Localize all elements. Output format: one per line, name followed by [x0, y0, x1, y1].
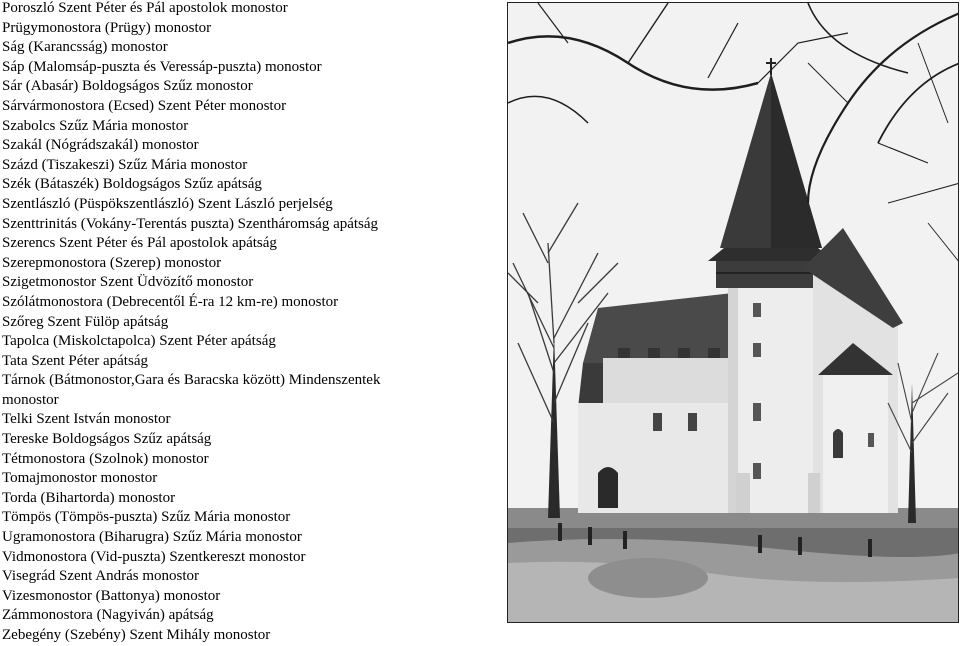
list-item: Szerepmonostora (Szerep) monostor [2, 254, 222, 271]
list-item: Zebegény (Szebény) Szent Mihály monostor [2, 627, 271, 643]
list-item: Szigetmonostor Szent Üdvözítő monostor [2, 274, 254, 291]
list-item: Szerencs Szent Péter és Pál apostolok apátság [2, 235, 277, 252]
list-item: Zámmonostora (Nagyiván) apátság [2, 607, 214, 624]
list-item: Tömpös (Tömpös-puszta) Szűz Mária monostor [2, 509, 291, 526]
church-photo [507, 2, 959, 623]
monastery-list [2, 0, 502, 646]
list-item: Visegrád Szent András monostor [2, 568, 199, 585]
list-item: Torda (Bihartorda) monostor [2, 489, 176, 506]
list-item: Szakál (Nógrádszakál) monostor [2, 137, 199, 154]
list-item: Sár (Abasár) Boldogságos Szűz monostor [2, 78, 253, 95]
list-item: Tomajmonostor monostor [2, 470, 158, 487]
list-item: Prügymonostora (Prügy) monostor [2, 19, 212, 36]
list-item: Tereske Boldogságos Szűz apátság [2, 431, 212, 448]
list-item: Ugramonostora (Biharugra) Szűz Mária monostor [2, 529, 302, 546]
list-item: Szőreg Szent Fülöp apátság [2, 313, 169, 330]
list-item: Szabolcs Szűz Mária monostor [2, 117, 189, 134]
list-item: Ság (Karancsság) monostor [2, 39, 168, 56]
list-item: Sáp (Malomsáp-puszta és Veressáp-puszta) monostor [2, 58, 322, 75]
list-item: Szentlászló (Püspökszentlászló) Szent László perjelség [2, 195, 333, 212]
list-item: Tárnok (Bátmonostor,Gara és Baracska között) Mindenszentek [2, 372, 381, 389]
list-item: Tata Szent Péter apátság [2, 352, 148, 369]
list-item: monostor [2, 391, 59, 408]
list-item: Tapolca (Miskolctapolca) Szent Péter apátság [2, 333, 276, 350]
church-illustration [508, 3, 959, 623]
list-item: Szék (Bátaszék) Boldogságos Szűz apátság [2, 176, 262, 193]
list-item: Sárvármonostora (Ecsed) Szent Péter monostor [2, 97, 287, 114]
list-item: Százd (Tiszakeszi) Szűz Mária monostor [2, 156, 248, 173]
list-item: Telki Szent István monostor [2, 411, 171, 428]
list-item: Vizesmonostor (Battonya) monostor [2, 587, 221, 604]
list-item: Szólátmonostora (Debrecentől É-ra 12 km-re) monostor [2, 293, 339, 310]
list-item: Szenttrinitás (Vokány-Terentás puszta) Szentháromság apátság [2, 215, 379, 232]
list-item: Vidmonostora (Vid-puszta) Szentkereszt monostor [2, 548, 306, 565]
list-item: Tétmonostora (Szolnok) monostor [2, 450, 209, 467]
list-item: Poroszló Szent Péter és Pál apostolok monostor [2, 0, 288, 16]
